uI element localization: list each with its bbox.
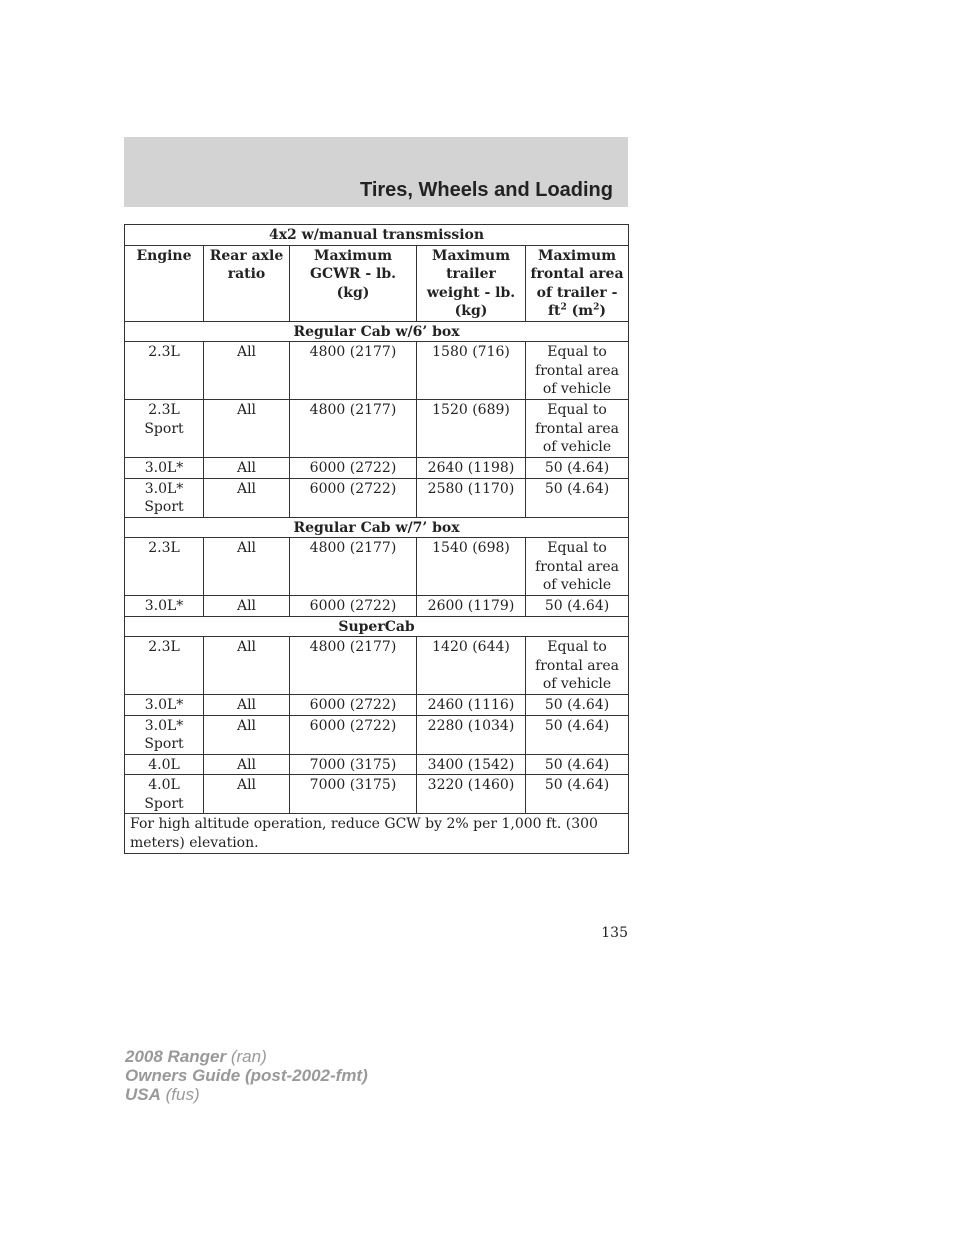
cell-engine: 2.3L Sport [125, 400, 204, 458]
table-row [125, 342, 629, 400]
column-header-row [125, 245, 629, 321]
cell-trailer: 1540 (698) [417, 538, 526, 596]
table-title: 4x2 w/manual transmission [125, 225, 629, 246]
section-label: Regular Cab w/7’ box [125, 517, 629, 538]
footer-market-code: (fus) [160, 1085, 200, 1104]
cell-axle: All [204, 754, 290, 775]
cell-axle: All [204, 637, 290, 695]
cell-engine: 3.0L* [125, 458, 204, 479]
cell-gcwr: 4800 (2177) [290, 400, 417, 458]
col-frontal-area-metric: (m [566, 303, 594, 319]
section-row [125, 517, 629, 538]
cell-axle: All [204, 596, 290, 617]
cell-axle: All [204, 715, 290, 754]
cell-gcwr: 6000 (2722) [290, 695, 417, 716]
col-trailer-weight: Maximum trailer weight - lb. (kg) [417, 245, 526, 321]
section-row [125, 616, 629, 637]
footer-line-3 [125, 1085, 368, 1104]
cell-trailer: 3220 (1460) [417, 775, 526, 814]
cell-trailer: 2580 (1170) [417, 478, 526, 517]
page-number: 135 [601, 925, 628, 941]
cell-axle: All [204, 695, 290, 716]
cell-engine: 3.0L* Sport [125, 478, 204, 517]
table-row [125, 538, 629, 596]
table-row [125, 478, 629, 517]
cell-gcwr: 7000 (3175) [290, 775, 417, 814]
cell-frontal: 50 (4.64) [526, 775, 629, 814]
table-row [125, 637, 629, 695]
section-title: Tires, Wheels and Loading [359, 179, 613, 201]
cell-frontal: 50 (4.64) [526, 596, 629, 617]
cell-frontal: Equal to frontal area of vehicle [526, 538, 629, 596]
document-footer [125, 1047, 368, 1104]
note-row [125, 814, 629, 854]
cell-gcwr: 4800 (2177) [290, 342, 417, 400]
cell-trailer: 1420 (644) [417, 637, 526, 695]
col-frontal-area-close: ) [599, 303, 606, 319]
table-row [125, 715, 629, 754]
col-rear-axle: Rear axle ratio [204, 245, 290, 321]
cell-frontal: 50 (4.64) [526, 754, 629, 775]
section-row [125, 321, 629, 342]
cell-gcwr: 6000 (2722) [290, 458, 417, 479]
cell-engine: 3.0L* [125, 596, 204, 617]
cell-frontal: Equal to frontal area of vehicle [526, 400, 629, 458]
footer-line-1 [125, 1047, 368, 1066]
cell-trailer: 2280 (1034) [417, 715, 526, 754]
cell-trailer: 1580 (716) [417, 342, 526, 400]
table-title-row [125, 225, 629, 246]
table-row [125, 458, 629, 479]
section-label: Regular Cab w/6’ box [125, 321, 629, 342]
cell-axle: All [204, 538, 290, 596]
section-label: SuperCab [125, 616, 629, 637]
cell-trailer: 2640 (1198) [417, 458, 526, 479]
cell-frontal: 50 (4.64) [526, 715, 629, 754]
cell-engine: 3.0L* [125, 695, 204, 716]
cell-engine: 4.0L Sport [125, 775, 204, 814]
table-row [125, 754, 629, 775]
cell-axle: All [204, 342, 290, 400]
col-engine: Engine [125, 245, 204, 321]
col-frontal-area-text: Maximum frontal area of trailer - ft [530, 247, 624, 319]
table-row [125, 596, 629, 617]
cell-engine: 3.0L* Sport [125, 715, 204, 754]
footer-market: USA [125, 1085, 161, 1104]
towing-spec-table [124, 224, 629, 854]
cell-axle: All [204, 478, 290, 517]
cell-engine: 4.0L [125, 754, 204, 775]
section-header-band [124, 137, 628, 207]
footer-model: 2008 Ranger [125, 1047, 227, 1066]
cell-trailer: 1520 (689) [417, 400, 526, 458]
footer-model-code: (ran) [226, 1047, 267, 1066]
cell-engine: 2.3L [125, 538, 204, 596]
cell-trailer: 3400 (1542) [417, 754, 526, 775]
superscript: 2 [593, 302, 600, 313]
cell-gcwr: 6000 (2722) [290, 478, 417, 517]
cell-gcwr: 7000 (3175) [290, 754, 417, 775]
cell-axle: All [204, 775, 290, 814]
superscript: 2 [560, 302, 567, 313]
table-note: For high altitude operation, reduce GCW by 2% per 1,000 ft. (300 meters) elevation. [125, 814, 629, 854]
cell-axle: All [204, 458, 290, 479]
cell-frontal: Equal to frontal area of vehicle [526, 342, 629, 400]
table-row [125, 400, 629, 458]
table-row [125, 695, 629, 716]
footer-line-2: Owners Guide (post-2002-fmt) [125, 1066, 368, 1085]
table-row [125, 775, 629, 814]
cell-gcwr: 6000 (2722) [290, 715, 417, 754]
cell-gcwr: 6000 (2722) [290, 596, 417, 617]
cell-trailer: 2460 (1116) [417, 695, 526, 716]
col-frontal-area [526, 245, 629, 321]
table-body [125, 321, 629, 854]
cell-engine: 2.3L [125, 342, 204, 400]
col-gcwr: Maximum GCWR - lb. (kg) [290, 245, 417, 321]
cell-trailer: 2600 (1179) [417, 596, 526, 617]
cell-axle: All [204, 400, 290, 458]
cell-frontal: 50 (4.64) [526, 695, 629, 716]
cell-frontal: 50 (4.64) [526, 458, 629, 479]
cell-gcwr: 4800 (2177) [290, 637, 417, 695]
cell-gcwr: 4800 (2177) [290, 538, 417, 596]
cell-frontal: 50 (4.64) [526, 478, 629, 517]
cell-engine: 2.3L [125, 637, 204, 695]
cell-frontal: Equal to frontal area of vehicle [526, 637, 629, 695]
